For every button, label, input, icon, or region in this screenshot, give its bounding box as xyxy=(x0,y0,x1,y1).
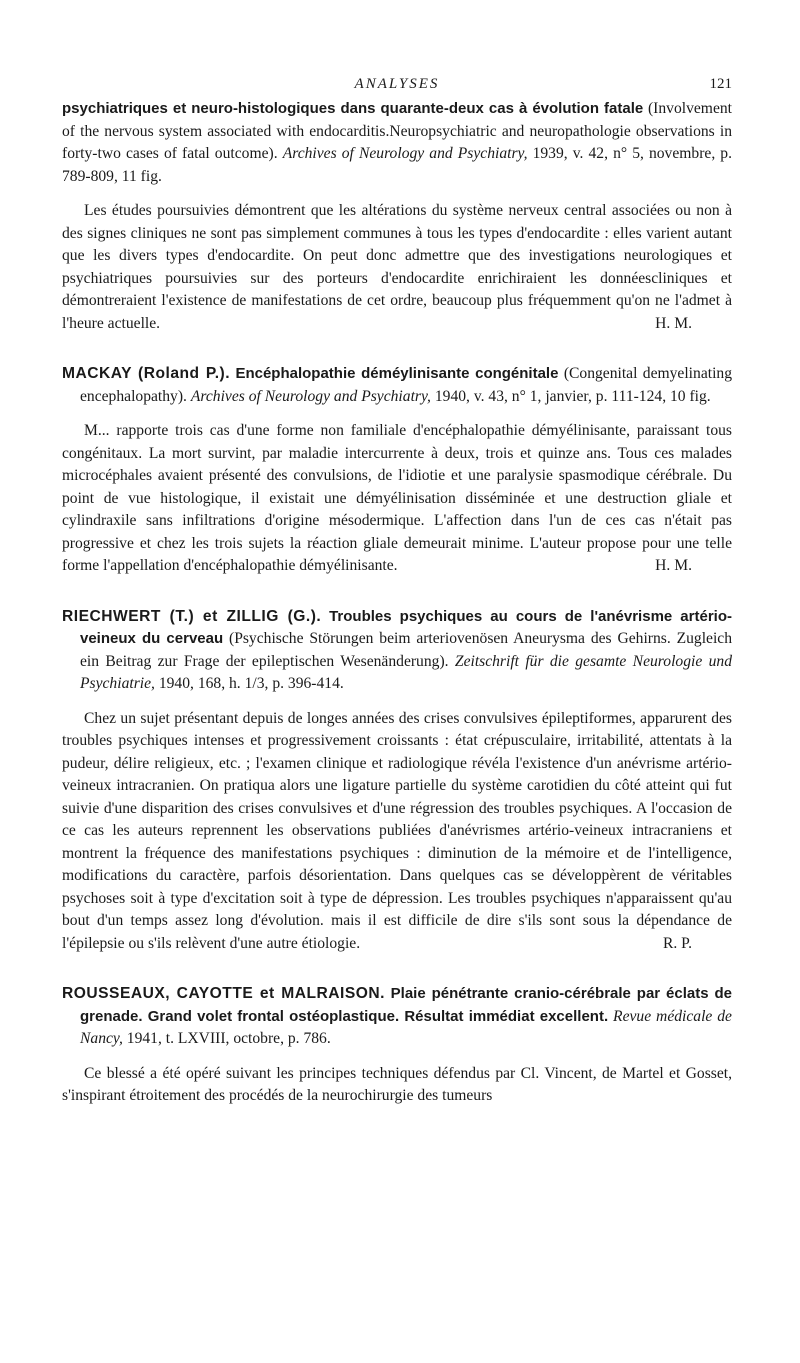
entry-4-body: Ce blessé a été opéré suivant les principes techniques défendus par Cl. Vincent, de Martel et Gosset, s'inspirant étroitement des procédés de la neurochirurgie des tumeurs xyxy=(62,1064,732,1104)
document-page xyxy=(62,70,732,1108)
entry-2-signature: H. M. xyxy=(655,557,692,574)
running-title: ANALYSES xyxy=(354,76,440,92)
entry-2-authors: MACKAY (Roland P.). xyxy=(62,365,231,382)
entry-4-authors: ROUSSEAUX, CAYOTTE et MALRAISON. xyxy=(62,985,386,1002)
entry-3-signature: R. P. xyxy=(662,934,692,952)
entry-3-body: Chez un sujet présentant depuis de longes années des crises convulsives épileptiformes, apparurent des troubles psychiques intenses et progressivement croissants : état crépusculaire, irritabilité, attentats à la pudeur, délire religieux, etc. ; l'examen clinique et radiologique révéla l'existence d'un anévrisme artério-veineux intracranien. On pratiqua alors une ligature partielle du système carotidien du côté atteint qui fut suivie d'une disparition des crises convulsives et d'une régression des troubles psychiques. A l'occasion de ce cas les auteurs reprennent les observations publiées d'anévrismes artério-veineux intracraniens et montrent la fréquence des manifestations psychiques : diminution de la mémoire et de l'intelligence, modifications du caractère, parfois désorientation. Dans quelques cas se développèrent de véritables psychoses soit à type d'excitation soit à type de dépression. Les troubles psychiques n'apparaissent qu'au bout d'un temps assez long d'évolution. mais il est difficile de dire s'ils sont sous la dépendance de l'épilepsie ou s'ils relèvent d'une autre étiologie. R. P. xyxy=(62,708,732,956)
entry-3-heading: RIECHWERT (T.) et ZILLIG (G.). Troubles psychiques au cours de l'anévrisme artério-veineux du cerveau (Psychische Störungen beim arteriovenösen Aneurysma des Gehirns. Zugleich ein Beitrag zur Frage der epileptischen Wesenänderung). Zeitschrift für die gesamte Neurologie und Psychiatrie, 1940, 168, h. 1/3, p. 396-414. xyxy=(62,607,733,692)
entry-4-heading: ROUSSEAUX, CAYOTTE et MALRAISON. Plaie pénétrante cranio-cérébrale par éclats de grenade. Grand volet frontal ostéoplastique. Résultat immédiat excellent. Revue médicale de Nancy, 1941, t. LXVIII, octobre, p. 786. xyxy=(62,985,732,1047)
entry-1-body: Les études poursuivies démontrent que les altérations du système nerveux central associées ou non à des signes cliniques ne sont pas simplement communes à tous les types d'endocardite : elles varient autant que les divers types d'endocardite. On peut donc admettre que des investigations neurologiques et psychiatriques poursuivies sur des porteurs d'endocardite enrichiraient les donnéescliniques et démontreraient l'existence de manifestations de cet ordre, beaucoup plus fréquemment qu'on ne l'admet à l'heure actuelle. H. M. xyxy=(62,200,732,335)
page-number: 121 xyxy=(709,76,732,92)
entry-2-heading: MACKAY (Roland P.). Encéphalopathie déméylinisante congénitale (Congenital demyelinating encephalopathy). Archives of Neurology and Psychiatry, 1940, v. 43, n° 1, janvier, p. 111-124, 10 fig. xyxy=(62,365,732,405)
entry-3-authors: RIECHWERT (T.) et ZILLIG (G.). xyxy=(62,607,322,625)
entry-1-heading: psychiatriques et neuro-histologiques dans quarante-deux cas à évolution fatale (Involvement of the nervous system associated with endocarditis.Neuropsychiatric and neuropathologie observations in forty-two cases of fatal outcome). Archives of Neurology and Psychiatry, 1939, v. 42, n° 5, novembre, p. 789-809, 11 fig. xyxy=(62,100,732,185)
running-head xyxy=(62,70,732,98)
entry-1-signature: H. M. xyxy=(655,314,692,332)
entry-2-body: M... rapporte trois cas d'une forme non familiale d'encéphalopathie démyélinisante, paraissant tous congénitaux. La mort survint, par maladie intercurrente à deux, trois et quinze ans. Tous ces malades microcéphales avaient présenté des convulsions, de l'idiotie et une paralysie spasmodique cérébrale. Du point de vue histologique, il existait une démyélinisation disséminée et une destruction gliale et cylindraxile sans infiltrations d'origine mésodermique. L'affection dans l'un de ces cas n'était pas progressive et chez les trois sujets la réaction gliale demeurait minime. L'auteur propose pour une telle forme l'appellation d'encéphalopathie démyélinisante. H. M. xyxy=(62,420,732,578)
